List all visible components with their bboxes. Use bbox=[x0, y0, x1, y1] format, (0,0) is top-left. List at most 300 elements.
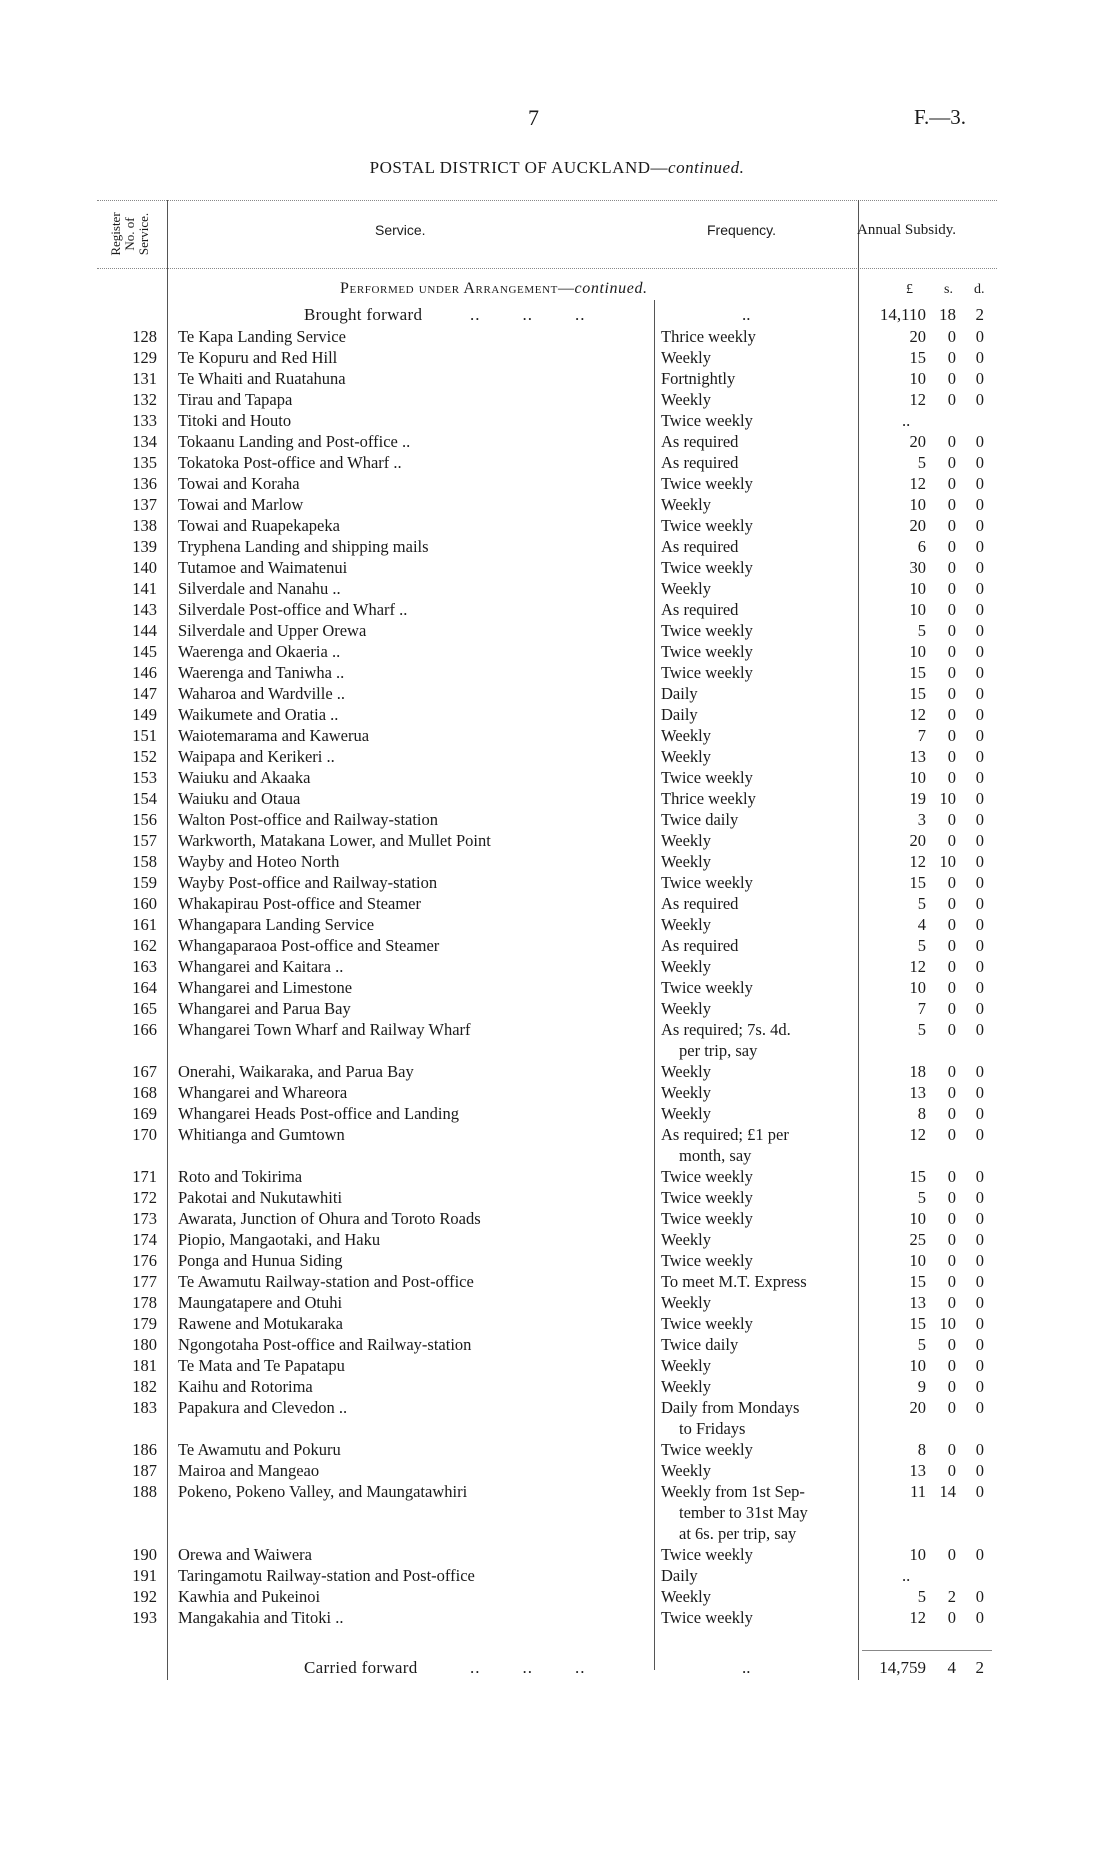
service-name: Rawene and Motukaraka bbox=[178, 1314, 343, 1333]
pounds-cell: 10 bbox=[909, 600, 926, 619]
shillings-cell: 0 bbox=[947, 810, 956, 829]
shillings-cell: 0 bbox=[947, 453, 956, 472]
service-name: Waiotemarama and Kawerua bbox=[178, 726, 370, 745]
pence-cell: 0 bbox=[975, 1083, 984, 1102]
register-number: 182 bbox=[132, 1377, 157, 1396]
district-title-suffix: continued. bbox=[668, 158, 745, 177]
frequency-cell bbox=[661, 830, 843, 851]
section-heading: Performed under Arrangement—continued. bbox=[340, 280, 648, 297]
pounds-cell: 11 bbox=[910, 1482, 926, 1501]
service-name: Papakura and Clevedon .. bbox=[178, 1398, 348, 1417]
pounds-cell: 12 bbox=[909, 474, 926, 493]
frequency-line: Weekly bbox=[661, 1356, 711, 1375]
frequency-cell bbox=[661, 1334, 843, 1355]
pence-cell: 0 bbox=[975, 999, 984, 1018]
frequency-line: Twice weekly bbox=[661, 411, 753, 430]
shillings-cell: 0 bbox=[947, 348, 956, 367]
frequency-cell bbox=[661, 662, 843, 683]
pounds-cell: 10 bbox=[909, 579, 926, 598]
frequency-line: Twice weekly bbox=[661, 558, 753, 577]
pounds-cell: 10 bbox=[909, 1545, 926, 1564]
pence-cell: 0 bbox=[975, 348, 984, 367]
shillings-cell: 0 bbox=[947, 999, 956, 1018]
pounds-cell: 10 bbox=[909, 642, 926, 661]
pounds-cell: 20 bbox=[909, 432, 926, 451]
frequency-cell bbox=[661, 746, 843, 767]
pence-cell: 0 bbox=[975, 495, 984, 514]
pence-cell: 0 bbox=[975, 684, 984, 703]
register-number: 152 bbox=[132, 747, 157, 766]
frequency-cell bbox=[661, 452, 843, 473]
shillings-cell: 0 bbox=[947, 684, 956, 703]
table-row bbox=[0, 767, 1114, 788]
pounds-cell: 8 bbox=[917, 1104, 926, 1123]
pence-cell: 0 bbox=[975, 1440, 984, 1459]
service-name: Waikumete and Oratia .. bbox=[178, 705, 339, 724]
register-number: 135 bbox=[132, 453, 157, 472]
frequency-cell bbox=[661, 578, 843, 599]
service-name: Piopio, Mangaotaki, and Haku bbox=[178, 1230, 381, 1249]
service-name: Maungatapere and Otuhi bbox=[178, 1293, 343, 1312]
shillings-cell: 0 bbox=[947, 327, 956, 346]
frequency-line: Weekly bbox=[661, 1062, 711, 1081]
shillings-cell: 0 bbox=[947, 537, 956, 556]
register-number: 134 bbox=[132, 432, 157, 451]
frequency-cell bbox=[661, 1355, 843, 1376]
pounds-cell: 12 bbox=[909, 390, 926, 409]
frequency-line: Fortnightly bbox=[661, 369, 736, 388]
pence-cell: 0 bbox=[975, 1062, 984, 1081]
frequency-line: Weekly from 1st Sep- bbox=[661, 1482, 805, 1501]
frequency-line: Twice weekly bbox=[661, 1251, 753, 1270]
frequency-line: As required bbox=[661, 894, 739, 913]
table-row bbox=[0, 1334, 1114, 1355]
pounds-cell: 15 bbox=[909, 1167, 926, 1186]
frequency-cell bbox=[661, 431, 843, 452]
shillings-cell: 0 bbox=[947, 1377, 956, 1396]
pence-cell: 0 bbox=[975, 558, 984, 577]
table-row bbox=[0, 725, 1114, 746]
register-number: 172 bbox=[132, 1188, 157, 1207]
shillings-cell: 0 bbox=[947, 495, 956, 514]
frequency-cell bbox=[661, 347, 843, 368]
frequency-line: Twice weekly bbox=[661, 1167, 753, 1186]
shillings-cell: 10 bbox=[939, 789, 956, 808]
register-number: 146 bbox=[132, 663, 157, 682]
register-number: 128 bbox=[132, 327, 157, 346]
register-number: 164 bbox=[132, 978, 157, 997]
register-number: 169 bbox=[132, 1104, 157, 1123]
frequency-line: Twice weekly bbox=[661, 516, 753, 535]
pence-cell: 0 bbox=[975, 537, 984, 556]
table-row bbox=[0, 662, 1114, 683]
register-number: 177 bbox=[132, 1272, 157, 1291]
pence-cell: 0 bbox=[975, 1125, 984, 1144]
register-number: 161 bbox=[132, 915, 157, 934]
shillings-cell: 0 bbox=[947, 579, 956, 598]
shillings-cell: 0 bbox=[947, 1440, 956, 1459]
service-name: Whangarei and Parua Bay bbox=[178, 999, 351, 1018]
frequency-cell bbox=[661, 704, 843, 725]
table-row bbox=[0, 977, 1114, 998]
pence-cell: 0 bbox=[975, 390, 984, 409]
pounds-symbol: £ bbox=[906, 282, 913, 297]
service-name: Wayby and Hoteo North bbox=[178, 852, 340, 871]
frequency-cell bbox=[661, 1607, 843, 1628]
frequency-cell bbox=[661, 368, 843, 389]
register-number: 183 bbox=[132, 1398, 157, 1417]
frequency-line: Weekly bbox=[661, 1230, 711, 1249]
register-number: 138 bbox=[132, 516, 157, 535]
shillings-cell: 0 bbox=[947, 558, 956, 577]
pence-cell: 0 bbox=[975, 1188, 984, 1207]
frequency-cell bbox=[661, 998, 843, 1019]
table-row bbox=[0, 1313, 1114, 1334]
leader-dots: .. bbox=[742, 1658, 751, 1677]
service-name: Pakotai and Nukutawhiti bbox=[178, 1188, 343, 1207]
table-row bbox=[0, 788, 1114, 809]
pence-cell: 0 bbox=[975, 1356, 984, 1375]
table-row bbox=[0, 1292, 1114, 1313]
frequency-line: Twice weekly bbox=[661, 621, 753, 640]
shillings-symbol: s. bbox=[944, 282, 953, 297]
register-number: 145 bbox=[132, 642, 157, 661]
register-number: 190 bbox=[132, 1545, 157, 1564]
table-row bbox=[0, 347, 1114, 368]
frequency-line: Weekly bbox=[661, 1461, 711, 1480]
service-name: Waiuku and Akaaka bbox=[178, 768, 311, 787]
leader-dots: .. .. .. bbox=[470, 1658, 586, 1677]
frequency-cell bbox=[661, 599, 843, 620]
shillings-cell: 0 bbox=[947, 873, 956, 892]
table-row bbox=[0, 1397, 1114, 1439]
register-number: 153 bbox=[132, 768, 157, 787]
service-name: Whangarei and Limestone bbox=[178, 978, 353, 997]
pounds-cell: 5 bbox=[917, 621, 926, 640]
pounds-cell: 12 bbox=[909, 705, 926, 724]
pounds-cell: 10 bbox=[909, 1356, 926, 1375]
frequency-line: Weekly bbox=[661, 726, 711, 745]
frequency-cell bbox=[661, 1376, 843, 1397]
pounds-cell: 12 bbox=[909, 1608, 926, 1627]
table-row bbox=[0, 1250, 1114, 1271]
service-name: Whangarei Town Wharf and Railway Wharf bbox=[178, 1020, 471, 1039]
frequency-cell bbox=[661, 620, 843, 641]
register-number: 186 bbox=[132, 1440, 157, 1459]
pence-cell: 0 bbox=[975, 663, 984, 682]
shillings-cell: 0 bbox=[947, 957, 956, 976]
shillings-cell: 0 bbox=[947, 831, 956, 850]
register-number: 174 bbox=[132, 1230, 157, 1249]
pounds-cell: 13 bbox=[909, 747, 926, 766]
table-row bbox=[0, 1586, 1114, 1607]
register-number: 157 bbox=[132, 831, 157, 850]
page-number: 7 bbox=[528, 105, 539, 130]
shillings-cell: 0 bbox=[947, 1230, 956, 1249]
register-number: 149 bbox=[132, 705, 157, 724]
frequency-line: Daily bbox=[661, 1566, 698, 1585]
register-number: 178 bbox=[132, 1293, 157, 1312]
frequency-cell bbox=[661, 1460, 843, 1481]
table-row bbox=[0, 1439, 1114, 1460]
service-name: Te Awamutu and Pokuru bbox=[178, 1440, 341, 1459]
pounds-cell: 14,759 bbox=[879, 1658, 926, 1677]
frequency-cell bbox=[661, 326, 843, 347]
frequency-line: Weekly bbox=[661, 747, 711, 766]
shillings-cell: 10 bbox=[939, 1314, 956, 1333]
shillings-cell: 0 bbox=[947, 726, 956, 745]
pence-cell: 0 bbox=[975, 1314, 984, 1333]
table-row bbox=[0, 998, 1114, 1019]
shillings-cell: 0 bbox=[947, 1125, 956, 1144]
shillings-cell: 0 bbox=[947, 936, 956, 955]
pounds-cell: 10 bbox=[909, 1251, 926, 1270]
service-name: Silverdale and Nanahu .. bbox=[178, 579, 341, 598]
frequency-line: Weekly bbox=[661, 915, 711, 934]
pounds-cell: 30 bbox=[909, 558, 926, 577]
shillings-cell: 0 bbox=[947, 1293, 956, 1312]
table-row bbox=[0, 1607, 1114, 1628]
register-number: 141 bbox=[132, 579, 157, 598]
pounds-cell: 13 bbox=[909, 1083, 926, 1102]
pence-cell: 0 bbox=[975, 894, 984, 913]
frequency-cell bbox=[661, 851, 843, 872]
service-name: Onerahi, Waikaraka, and Parua Bay bbox=[178, 1062, 414, 1081]
service-name: Waerenga and Okaeria .. bbox=[178, 642, 341, 661]
frequency-cell bbox=[661, 1565, 843, 1586]
shillings-cell: 0 bbox=[947, 1167, 956, 1186]
service-name: Te Kapa Landing Service bbox=[178, 327, 346, 346]
frequency-line: As required; 7s. 4d. bbox=[661, 1020, 791, 1039]
pounds-cell: 15 bbox=[909, 873, 926, 892]
register-number: 131 bbox=[132, 369, 157, 388]
pence-cell: 0 bbox=[975, 1251, 984, 1270]
shillings-cell: 10 bbox=[939, 852, 956, 871]
shillings-cell: 0 bbox=[947, 978, 956, 997]
service-name: Whangarei and Whareora bbox=[178, 1083, 348, 1102]
district-title-main: POSTAL DISTRICT OF AUCKLAND— bbox=[369, 158, 669, 177]
pence-cell: 0 bbox=[975, 747, 984, 766]
service-name: Te Kopuru and Red Hill bbox=[178, 348, 338, 367]
pounds-cell: 10 bbox=[909, 369, 926, 388]
frequency-line: Twice weekly bbox=[661, 1209, 753, 1228]
table-row bbox=[0, 494, 1114, 515]
table-row bbox=[0, 935, 1114, 956]
service-name: Tirau and Tapapa bbox=[178, 390, 293, 409]
pounds-cell: 19 bbox=[909, 789, 926, 808]
frequency-line: Weekly bbox=[661, 852, 711, 871]
nil-amount: .. bbox=[902, 411, 911, 430]
shillings-cell: 0 bbox=[947, 768, 956, 787]
pence-cell: 0 bbox=[975, 1293, 984, 1312]
pence-cell: 0 bbox=[975, 642, 984, 661]
frequency-line: month, say bbox=[679, 1146, 752, 1165]
shillings-cell: 0 bbox=[947, 621, 956, 640]
register-number: 179 bbox=[132, 1314, 157, 1333]
pence-cell: 0 bbox=[975, 957, 984, 976]
pounds-cell: 13 bbox=[909, 1461, 926, 1480]
service-name: Mairoa and Mangeao bbox=[178, 1461, 320, 1480]
shillings-cell: 0 bbox=[947, 432, 956, 451]
carried-forward-label: Carried forward bbox=[304, 1658, 418, 1677]
frequency-cell bbox=[661, 410, 843, 431]
frequency-cell bbox=[661, 1397, 843, 1439]
pounds-cell: 20 bbox=[909, 1398, 926, 1417]
service-header: Service. bbox=[375, 222, 426, 238]
service-name: Te Whaiti and Ruatahuna bbox=[178, 369, 346, 388]
frequency-cell bbox=[661, 809, 843, 830]
pence-cell: 0 bbox=[975, 1587, 984, 1606]
frequency-cell bbox=[661, 641, 843, 662]
frequency-line: Weekly bbox=[661, 1293, 711, 1312]
pence-cell: 0 bbox=[975, 1020, 984, 1039]
frequency-line: Twice weekly bbox=[661, 642, 753, 661]
service-name: Roto and Tokirima bbox=[178, 1167, 303, 1186]
table-row bbox=[0, 1103, 1114, 1124]
table-row bbox=[0, 1544, 1114, 1565]
service-name: Waerenga and Taniwha .. bbox=[178, 663, 345, 682]
register-number: 188 bbox=[132, 1482, 157, 1501]
shillings-cell: 0 bbox=[947, 600, 956, 619]
frequency-line: Weekly bbox=[661, 1587, 711, 1606]
pence-cell: 0 bbox=[975, 1230, 984, 1249]
shillings-cell: 0 bbox=[947, 663, 956, 682]
shillings-cell: 4 bbox=[947, 1658, 956, 1677]
table-row bbox=[0, 326, 1114, 347]
table-row bbox=[0, 1376, 1114, 1397]
frequency-cell bbox=[661, 1019, 843, 1061]
register-number: 137 bbox=[132, 495, 157, 514]
frequency-cell bbox=[661, 1103, 843, 1124]
shillings-cell: 0 bbox=[947, 1545, 956, 1564]
pence-cell: 0 bbox=[975, 1335, 984, 1354]
frequency-line: Twice weekly bbox=[661, 873, 753, 892]
frequency-cell bbox=[661, 914, 843, 935]
pounds-cell: 20 bbox=[909, 327, 926, 346]
table-row bbox=[0, 830, 1114, 851]
service-table bbox=[0, 326, 1114, 1628]
pence-cell: 0 bbox=[975, 936, 984, 955]
frequency-line: Twice weekly bbox=[661, 978, 753, 997]
frequency-line: Thrice weekly bbox=[661, 327, 756, 346]
shillings-cell: 0 bbox=[947, 1335, 956, 1354]
frequency-cell bbox=[661, 1208, 843, 1229]
register-number: 167 bbox=[132, 1062, 157, 1081]
pence-cell: 2 bbox=[975, 305, 984, 324]
register-number: 192 bbox=[132, 1587, 157, 1606]
service-name: Whangarei Heads Post-office and Landing bbox=[178, 1104, 460, 1123]
frequency-cell bbox=[661, 1586, 843, 1607]
pence-symbol: d. bbox=[974, 282, 985, 297]
frequency-cell bbox=[661, 935, 843, 956]
pounds-cell: 20 bbox=[909, 831, 926, 850]
frequency-line: to Fridays bbox=[679, 1419, 746, 1438]
shillings-cell: 0 bbox=[947, 1062, 956, 1081]
frequency-cell bbox=[661, 1229, 843, 1250]
pence-cell: 0 bbox=[975, 1608, 984, 1627]
pence-cell: 0 bbox=[975, 1482, 984, 1501]
table-row bbox=[0, 1187, 1114, 1208]
table-row bbox=[0, 1565, 1114, 1586]
register-number: 171 bbox=[132, 1167, 157, 1186]
register-number: 163 bbox=[132, 957, 157, 976]
frequency-line: Thrice weekly bbox=[661, 789, 756, 808]
pounds-cell: 10 bbox=[909, 978, 926, 997]
pounds-cell: 5 bbox=[917, 936, 926, 955]
register-number: 187 bbox=[132, 1461, 157, 1480]
register-number: 132 bbox=[132, 390, 157, 409]
frequency-cell bbox=[661, 977, 843, 998]
frequency-line: Twice weekly bbox=[661, 663, 753, 682]
frequency-cell bbox=[661, 1250, 843, 1271]
pence-cell: 0 bbox=[975, 831, 984, 850]
service-name: Waharoa and Wardville .. bbox=[178, 684, 346, 703]
table-row bbox=[0, 893, 1114, 914]
table-row bbox=[0, 914, 1114, 935]
shillings-cell: 0 bbox=[947, 1356, 956, 1375]
register-number: 136 bbox=[132, 474, 157, 493]
table-row bbox=[0, 515, 1114, 536]
table-row bbox=[0, 1082, 1114, 1103]
shillings-cell: 14 bbox=[939, 1482, 956, 1501]
table-row bbox=[0, 746, 1114, 767]
frequency-line: Weekly bbox=[661, 999, 711, 1018]
pence-cell: 0 bbox=[975, 327, 984, 346]
pence-cell: 0 bbox=[975, 852, 984, 871]
shillings-cell: 0 bbox=[947, 1020, 956, 1039]
table-row bbox=[0, 1229, 1114, 1250]
frequency-line: Daily bbox=[661, 705, 698, 724]
pence-cell: 0 bbox=[975, 1209, 984, 1228]
pounds-cell: 12 bbox=[909, 957, 926, 976]
frequency-line: Daily bbox=[661, 684, 698, 703]
register-number: 139 bbox=[132, 537, 157, 556]
pence-cell: 0 bbox=[975, 1461, 984, 1480]
register-number: 143 bbox=[132, 600, 157, 619]
table-row bbox=[0, 1460, 1114, 1481]
frequency-cell bbox=[661, 494, 843, 515]
pounds-cell: 13 bbox=[909, 1293, 926, 1312]
pence-cell: 0 bbox=[975, 1104, 984, 1123]
pounds-cell: 12 bbox=[909, 852, 926, 871]
service-name: Te Mata and Te Papatapu bbox=[178, 1356, 345, 1375]
frequency-cell bbox=[661, 788, 843, 809]
pence-cell: 0 bbox=[975, 453, 984, 472]
pence-cell: 0 bbox=[975, 978, 984, 997]
table-row bbox=[0, 1061, 1114, 1082]
service-name: Towai and Koraha bbox=[178, 474, 300, 493]
frequency-line: Weekly bbox=[661, 390, 711, 409]
service-name: Mangakahia and Titoki .. bbox=[178, 1608, 344, 1627]
service-name: Wayby Post-office and Railway-station bbox=[178, 873, 438, 892]
register-number: 147 bbox=[132, 684, 157, 703]
pence-cell: 0 bbox=[975, 600, 984, 619]
register-number: 151 bbox=[132, 726, 157, 745]
frequency-line: Weekly bbox=[661, 1083, 711, 1102]
pence-cell: 0 bbox=[975, 432, 984, 451]
frequency-line: Twice daily bbox=[661, 1335, 739, 1354]
leader-dots: .. .. .. bbox=[470, 305, 586, 324]
table-row bbox=[0, 683, 1114, 704]
table-row bbox=[0, 1208, 1114, 1229]
service-name: Waipapa and Kerikeri .. bbox=[178, 747, 335, 766]
service-name: Orewa and Waiwera bbox=[178, 1545, 312, 1564]
pounds-cell: 5 bbox=[917, 1188, 926, 1207]
register-number: 133 bbox=[132, 411, 157, 430]
frequency-line: Twice weekly bbox=[661, 1314, 753, 1333]
frequency-line: Twice daily bbox=[661, 810, 739, 829]
pence-cell: 0 bbox=[975, 1272, 984, 1291]
